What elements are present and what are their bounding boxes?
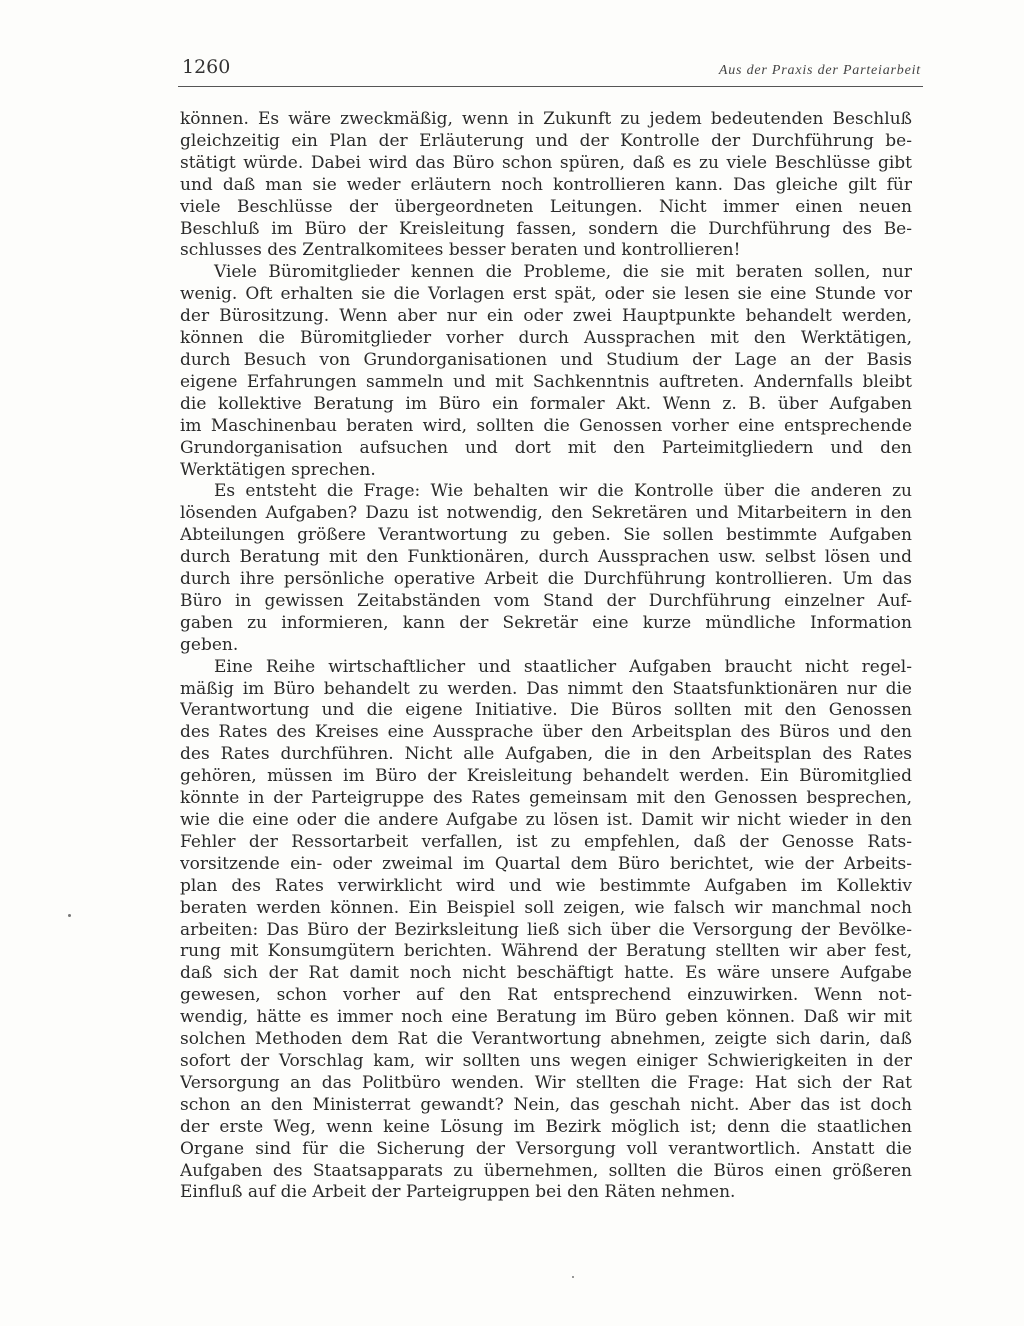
- text-line: die kollektive Beratung im Büro ein formaler Akt. Wenn z. B. über Aufgaben: [180, 393, 912, 414]
- text-line: wenig. Oft erhalten sie die Vorlagen erst spät, oder sie lesen sie eine Stunde vor: [180, 284, 912, 305]
- text-line: können die Büromitglieder vorher durch Aussprachen mit den Werktätigen,: [180, 328, 912, 349]
- text-line: des Rates durchführen. Nicht alle Aufgaben, die in den Arbeitsplan des Rates: [180, 744, 912, 765]
- text-line: Aufgaben des Staatsapparats zu übernehmen, sollten die Büros einen größeren: [180, 1160, 912, 1181]
- text-line: durch Besuch von Grundorganisationen und Studium der Lage an der Basis: [180, 349, 912, 370]
- text-line: Eine Reihe wirtschaftlicher und staatlicher Aufgaben braucht nicht regel-: [214, 656, 912, 677]
- text-line: der erste Weg, wenn keine Lösung im Bezirk möglich ist; denn die staatlichen: [180, 1116, 912, 1137]
- text-line: Es entsteht die Frage: Wie behalten wir die Kontrolle über die anderen zu: [214, 481, 912, 502]
- text-line: der Bürositzung. Wenn aber nur ein oder zwei Hauptpunkte behandelt werden,: [180, 306, 912, 327]
- text-line: stätigt würde. Dabei wird das Büro schon spüren, daß es zu viele Beschlüsse gibt: [180, 152, 912, 173]
- text-line: wendig, hätte es immer noch eine Beratung im Büro geben können. Daß wir mit: [180, 1007, 912, 1028]
- text-line: gehören, müssen im Büro der Kreisleitung behandelt werden. Ein Büromitglied: [180, 766, 912, 787]
- text-line: durch Beratung mit den Funktionären, durch Aussprachen usw. selbst lösen und: [180, 547, 912, 568]
- text-line: Organe sind für die Sicherung der Versorgung voll verantwortlich. Anstatt die: [180, 1138, 912, 1159]
- text-line: arbeiten: Das Büro der Bezirksleitung ließ sich über die Versorgung der Bevölke-: [180, 919, 912, 940]
- text-line: viele Beschlüsse der übergeordneten Leitungen. Nicht immer einen neuen: [180, 196, 912, 217]
- paragraph: [180, 481, 912, 656]
- text-line: Werktätigen sprechen.: [180, 459, 376, 480]
- text-line: Verantwortung und die eigene Initiative. Die Büros sollten mit den Genossen: [180, 700, 912, 721]
- text-line: könnte in der Parteigruppe des Rates gemeinsam mit den Genossen besprechen,: [180, 788, 912, 809]
- text-line: solchen Methoden dem Rat die Verantwortung abnehmen, zeigte sich darin, daß: [180, 1029, 912, 1050]
- page-number: 1260: [182, 56, 231, 78]
- paragraph: [180, 657, 912, 1205]
- text-line: Abteilungen größere Verantwortung zu geben. Sie sollen bestimmte Aufgaben: [180, 525, 912, 546]
- text-line: Fehler der Ressortarbeit verfallen, ist zu empfehlen, daß der Genosse Rats-: [180, 831, 912, 852]
- text-line: Viele Büromitglieder kennen die Probleme, die sie mit beraten sollen, nur: [214, 262, 912, 283]
- text-line: schon an den Ministerrat gewandt? Nein, das geschah nicht. Aber das ist doch: [180, 1094, 912, 1115]
- text-line: durch ihre persönliche operative Arbeit die Durchführung kontrollieren. Um das: [180, 569, 912, 590]
- text-line: schlusses des Zentralkomitees besser beraten und kontrollieren!: [180, 240, 741, 261]
- text-line: und daß man sie weder erläutern noch kontrollieren kann. Das gleiche gilt für: [180, 174, 912, 195]
- text-line: daß sich der Rat damit noch nicht beschäftigt hatte. Es wäre unsere Aufgabe: [180, 963, 912, 984]
- text-line: mäßig im Büro behandelt zu werden. Das nimmt den Staatsfunktionären nur die: [180, 678, 912, 699]
- paragraph: [180, 262, 912, 481]
- text-line: gewesen, schon vorher auf den Rat entsprechend einzuwirken. Wenn not-: [180, 985, 912, 1006]
- text-line: beraten werden können. Ein Beispiel soll zeigen, wie falsch wir manchmal noch: [180, 897, 912, 918]
- text-line: Beschluß im Büro der Kreisleitung fassen, sondern die Durchführung des Be-: [180, 218, 912, 239]
- text-line: sofort der Vorschlag kam, wir sollten uns wegen einiger Schwierigkeiten in der: [180, 1050, 912, 1071]
- text-line: Büro in gewissen Zeitabständen vom Stand der Durchführung einzelner Auf-: [180, 590, 912, 611]
- text-line: im Maschinenbau beraten wird, sollten die Genossen vorher eine entsprechende: [180, 415, 912, 436]
- running-head: Aus der Praxis der Parteiarbeit: [718, 63, 921, 78]
- text-line: vorsitzende ein- oder zweimal im Quartal dem Büro berichtet, wie der Arbeits-: [180, 853, 912, 874]
- text-line: gaben zu informieren, kann der Sekretär eine kurze mündliche Information: [180, 612, 912, 633]
- text-line: Versorgung an das Politbüro wenden. Wir stellten die Frage: Hat sich der Rat: [180, 1072, 912, 1093]
- text-line: lösenden Aufgaben? Dazu ist notwendig, den Sekretären und Mitarbeitern in den: [180, 503, 912, 524]
- scan-speck: [572, 1276, 574, 1278]
- text-line: plan des Rates verwirklicht wird und wie bestimmte Aufgaben im Kollektiv: [180, 875, 912, 896]
- body-text: [180, 109, 912, 1204]
- text-line: rung mit Konsumgütern berichten. Während der Beratung stellten wir aber fest,: [180, 941, 912, 962]
- text-line: Einfluß auf die Arbeit der Parteigruppen bei den Räten nehmen.: [180, 1182, 736, 1203]
- paragraph: [180, 109, 912, 262]
- text-line: geben.: [180, 634, 239, 655]
- text-line: können. Es wäre zweckmäßig, wenn in Zukunft zu jedem bedeutenden Beschluß: [180, 109, 912, 129]
- text-line: des Rates des Kreises eine Aussprache über den Arbeitsplan des Büros und den: [180, 722, 912, 743]
- scan-speck: [68, 914, 71, 917]
- text-line: eigene Erfahrungen sammeln und mit Sachkenntnis auftreten. Andernfalls bleibt: [180, 371, 912, 392]
- page-header: [178, 50, 923, 87]
- text-line: gleichzeitig ein Plan der Erläuterung und der Kontrolle der Durchführung be-: [180, 130, 912, 151]
- text-line: Grundorganisation aufsuchen und dort mit den Parteimitgliedern und den: [180, 437, 912, 458]
- text-line: wie die eine oder die andere Aufgabe zu lösen ist. Damit wir nicht wieder in den: [180, 810, 912, 830]
